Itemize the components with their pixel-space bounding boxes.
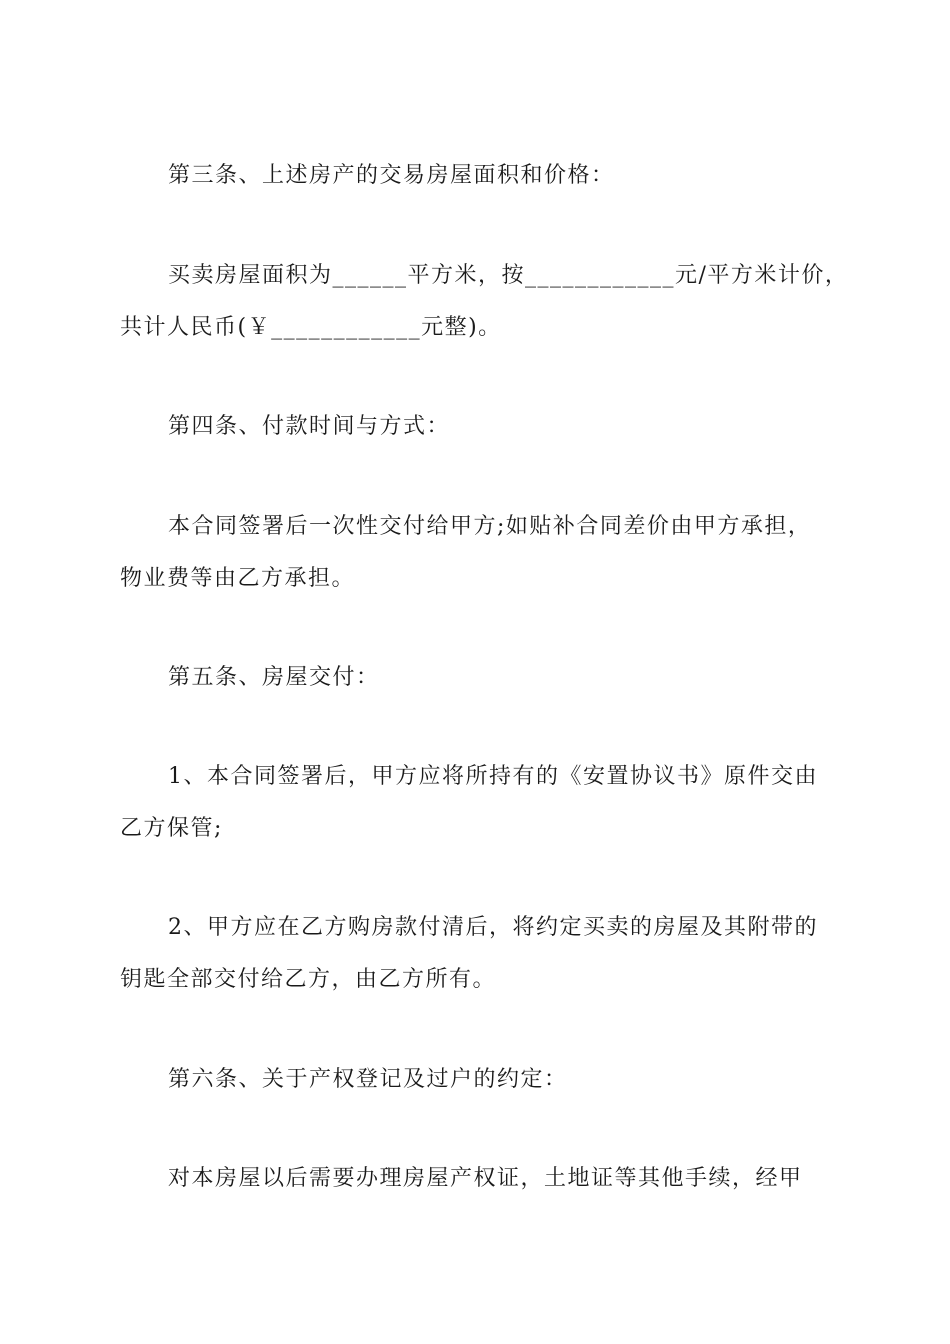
article-5-heading: 第五条、房屋交付： xyxy=(168,665,380,690)
article-4-paragraph-line-2: 物业费等由乙方承担。 xyxy=(120,566,356,591)
article-3-heading: 第三条、上述房产的交易房屋面积和价格： xyxy=(168,163,615,188)
article-5-item-1-line-2: 乙方保管; xyxy=(120,816,223,841)
article-3-paragraph-line-2: 共计人民币(￥____________元整)。 xyxy=(120,315,502,340)
article-5-item-2-line-1: 2、甲方应在乙方购房款付清后，将约定买卖的房屋及其附带的 xyxy=(168,915,818,940)
article-5-item-1-line-1: 1、本合同签署后，甲方应将所持有的《安置协议书》原件交由 xyxy=(168,764,818,789)
article-4-heading: 第四条、付款时间与方式： xyxy=(168,414,451,439)
article-6-paragraph-line-1: 对本房屋以后需要办理房屋产权证，土地证等其他手续，经甲 xyxy=(168,1166,803,1191)
article-5-item-2-line-2: 钥匙全部交付给乙方，由乙方所有。 xyxy=(120,967,497,992)
article-3-paragraph-line-1: 买卖房屋面积为______平方米，按____________元/平方米计价， xyxy=(168,263,849,288)
article-4-paragraph-line-1: 本合同签署后一次性交付给甲方;如贴补合同差价由甲方承担， xyxy=(168,514,812,539)
article-6-heading: 第六条、关于产权登记及过户的约定： xyxy=(168,1067,568,1092)
